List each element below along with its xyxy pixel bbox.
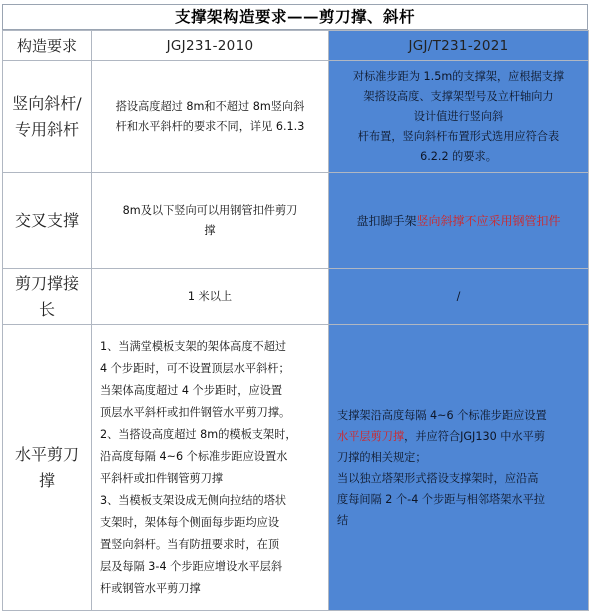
cell-text: 盘扣脚手架	[356, 213, 417, 228]
cell-line: 支撑架沿高度每隔 4~6 个标准步距应设置	[337, 408, 547, 422]
cell-line: 设计值进行竖向斜	[413, 109, 504, 123]
cell-line: 架搭设高度、支撑架型号及立杆轴向力	[363, 89, 554, 103]
table-row	[3, 325, 589, 611]
cell-line: 搭设高度超过 8m和不超过 8m竖向斜	[115, 99, 305, 113]
cell-line: 度每间隔 2 个-4 个步距与相邻塔架水平拉	[337, 492, 545, 506]
row-label-line: 竖向斜杆/	[12, 93, 82, 113]
old-horizontal-scissor	[92, 325, 329, 611]
cell-line: 6.2.2 的要求。	[420, 149, 497, 163]
cell-line: 顶层水平斜杆或扣件钢管水平剪刀撑。	[100, 405, 291, 419]
old-cross-brace	[92, 173, 329, 269]
cell-line: 对标准步距为 1.5m的支撑架，应根据支撑	[352, 69, 565, 83]
table-row	[3, 61, 589, 173]
table-title: 支撑架构造要求——剪刀撑、斜杆	[2, 4, 588, 30]
new-scissor-splice: /	[329, 269, 589, 325]
cell-line	[337, 426, 580, 447]
cell-line: 结	[337, 513, 349, 527]
row-label-line: 剪刀撑接	[14, 273, 79, 293]
new-horizontal-scissor	[329, 325, 589, 611]
cell-line: 3、当模板支架设成无侧向拉结的塔状	[100, 493, 287, 507]
cell-line: 当以独立塔架形式搭设支撑架时，应沿高	[337, 471, 539, 485]
cell-line: 8m及以下竖向可以用钢管扣件剪刀	[122, 203, 298, 217]
new-cross-brace	[329, 173, 589, 269]
header-requirement: 构造要求	[3, 31, 92, 61]
cell-line: 沿高度每隔 4~6 个标准步距应设置水	[100, 449, 288, 463]
header-old-standard: JGJ231-2010	[92, 31, 329, 61]
cell-line: 1、当满堂模板支架的架体高度不超过	[100, 339, 287, 353]
row-label-scissor-splice	[3, 269, 92, 325]
table-row	[3, 269, 589, 325]
cell-line: 杆布置，竖向斜杆布置形式选用应符合表	[357, 129, 560, 143]
old-vertical-diagonal	[92, 61, 329, 173]
row-label-line: 专用斜杆	[14, 119, 79, 139]
cell-line: 层及每隔 3-4 个步距应增设水平层斜	[100, 559, 283, 573]
cell-line: 杆或钢管水平剪刀撑	[100, 581, 201, 595]
row-label-horizontal-scissor	[3, 325, 92, 611]
row-label-line: 水平剪刀	[14, 444, 79, 464]
header-new-standard: JGJ/T231-2021	[329, 31, 589, 61]
old-scissor-splice: 1 米以上	[92, 269, 329, 325]
row-label-line: 撑	[38, 470, 55, 490]
row-label-vertical-diagonal	[3, 61, 92, 173]
highlight-text: 竖向斜撑不应采用钢管扣件	[416, 213, 561, 228]
cell-line: 刀撑的相关规定；	[337, 450, 427, 464]
row-label-cross-brace: 交叉支撑	[3, 173, 92, 269]
cell-line: 撑	[204, 223, 216, 237]
row-label-line: 长	[38, 299, 55, 319]
spec-table-sheet	[2, 4, 590, 610]
header-row	[3, 31, 589, 61]
new-vertical-diagonal	[329, 61, 589, 173]
cell-line: 当架体高度超过 4 个步距时，应设置	[100, 383, 283, 397]
cell-text: ，并应符合JGJ130 中水平剪	[404, 429, 546, 443]
comparison-table	[2, 30, 589, 611]
cell-line: 2、当搭设高度超过 8m的模板支架时，	[100, 427, 297, 441]
highlight-text: 水平层剪刀撑	[337, 429, 405, 443]
cell-line: 支架时，架体每个侧面每步距均应设	[100, 515, 280, 529]
cell-line: 置竖向斜杆。当有防扭要求时，在顶	[100, 537, 280, 551]
cell-line: 4 个步距时，可不设置顶层水平斜杆；	[100, 361, 290, 375]
cell-line: 杆和水平斜杆的要求不同，详见 6.1.3	[115, 119, 305, 133]
table-row	[3, 173, 589, 269]
cell-line: 平斜杆或扣件钢管剪刀撑	[100, 471, 224, 485]
